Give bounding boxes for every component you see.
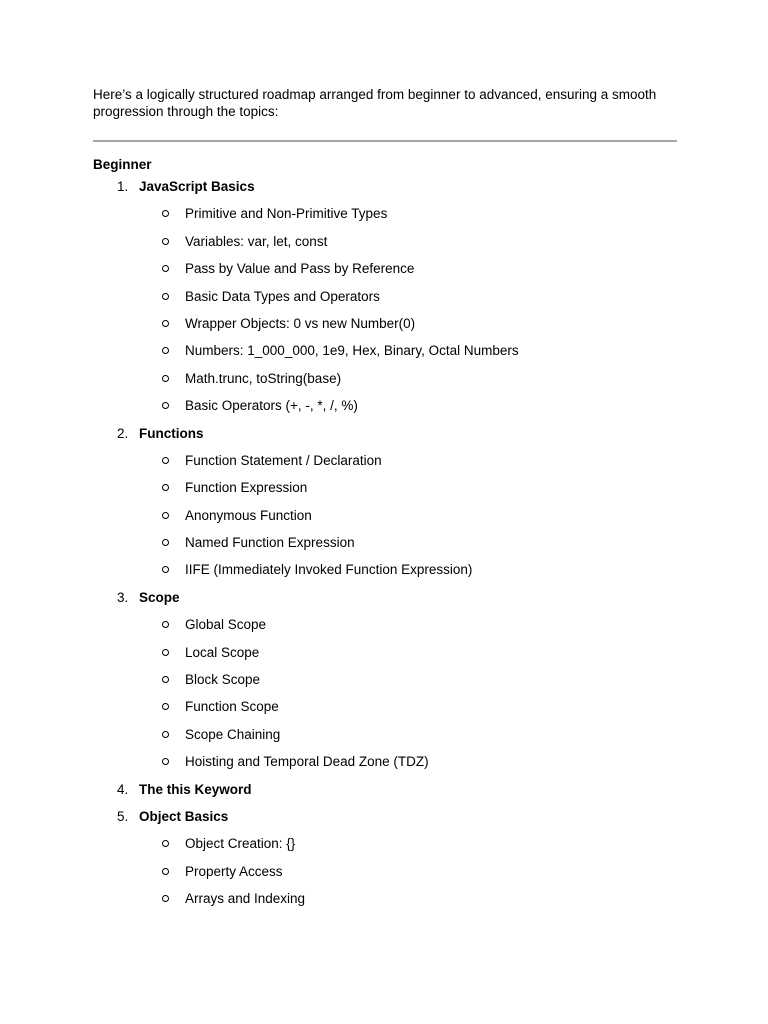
topic-number: 2. [117, 425, 129, 441]
hollow-circle-bullet-icon [162, 676, 169, 683]
subtopic-list [139, 447, 678, 584]
topic-number: 3. [117, 589, 129, 605]
list-item: Math.trunc, toString(base) [139, 365, 678, 392]
list-item: Function Scope [139, 693, 678, 720]
list-item: IIFE (Immediately Invoked Function Expression) [139, 556, 678, 583]
topic-number: 4. [117, 781, 129, 797]
hollow-circle-bullet-icon [162, 868, 169, 875]
hollow-circle-bullet-icon [162, 758, 169, 765]
list-item: Numbers: 1_000_000, 1e9, Hex, Binary, Octal Numbers [139, 337, 678, 364]
hollow-circle-bullet-icon [162, 238, 169, 245]
list-item: Block Scope [139, 666, 678, 693]
list-item: Arrays and Indexing [139, 885, 678, 912]
topic-item [93, 420, 678, 584]
topic-item [93, 803, 678, 913]
hollow-circle-bullet-icon [162, 375, 169, 382]
list-item: Anonymous Function [139, 502, 678, 529]
hollow-circle-bullet-icon [162, 895, 169, 902]
list-item: Basic Data Types and Operators [139, 283, 678, 310]
hollow-circle-bullet-icon [162, 621, 169, 628]
hollow-circle-bullet-icon [162, 293, 169, 300]
topic-item [93, 776, 678, 803]
hollow-circle-bullet-icon [162, 320, 169, 327]
document-page [93, 86, 678, 913]
topic-item [93, 173, 678, 420]
subtopic-list [139, 200, 678, 419]
topic-item [93, 584, 678, 776]
hollow-circle-bullet-icon [162, 265, 169, 272]
topic-title: JavaScript Basics [139, 179, 255, 194]
list-item: Function Statement / Declaration [139, 447, 678, 474]
list-item: Function Expression [139, 474, 678, 501]
list-item: Scope Chaining [139, 721, 678, 748]
list-item: Object Creation: {} [139, 830, 678, 857]
topic-title: Object Basics [139, 808, 229, 824]
topic-list [93, 173, 678, 913]
list-item: Basic Operators (+, -, *, /, %) [139, 392, 678, 419]
hollow-circle-bullet-icon [162, 566, 169, 573]
horizontal-rule [93, 140, 677, 142]
section-heading-beginner: Beginner [93, 157, 152, 172]
list-item: Property Access [139, 858, 678, 885]
list-item: Variables: var, let, const [139, 228, 678, 255]
subtopic-list [139, 611, 678, 775]
hollow-circle-bullet-icon [162, 210, 169, 217]
list-item: Named Function Expression [139, 529, 678, 556]
topic-number: 5. [117, 808, 129, 824]
topic-title: Scope [139, 589, 180, 605]
hollow-circle-bullet-icon [162, 484, 169, 491]
list-item: Hoisting and Temporal Dead Zone (TDZ) [139, 748, 678, 775]
hollow-circle-bullet-icon [162, 840, 169, 847]
hollow-circle-bullet-icon [162, 731, 169, 738]
hollow-circle-bullet-icon [162, 649, 169, 656]
list-item: Wrapper Objects: 0 vs new Number(0) [139, 310, 678, 337]
topic-title: Functions [139, 425, 204, 441]
hollow-circle-bullet-icon [162, 703, 169, 710]
list-item: Pass by Value and Pass by Reference [139, 255, 678, 282]
topic-title: The this Keyword [139, 781, 252, 797]
list-item: Primitive and Non-Primitive Types [139, 200, 678, 227]
list-item: Global Scope [139, 611, 678, 638]
hollow-circle-bullet-icon [162, 539, 169, 546]
intro-paragraph: Here’s a logically structured roadmap arranged from beginner to advanced, ensuring a smooth progression through the topics: [93, 87, 657, 119]
topic-number: 1. [117, 179, 129, 194]
hollow-circle-bullet-icon [162, 402, 169, 409]
list-item: Local Scope [139, 639, 678, 666]
hollow-circle-bullet-icon [162, 512, 169, 519]
hollow-circle-bullet-icon [162, 457, 169, 464]
subtopic-list [139, 830, 678, 912]
hollow-circle-bullet-icon [162, 347, 169, 354]
